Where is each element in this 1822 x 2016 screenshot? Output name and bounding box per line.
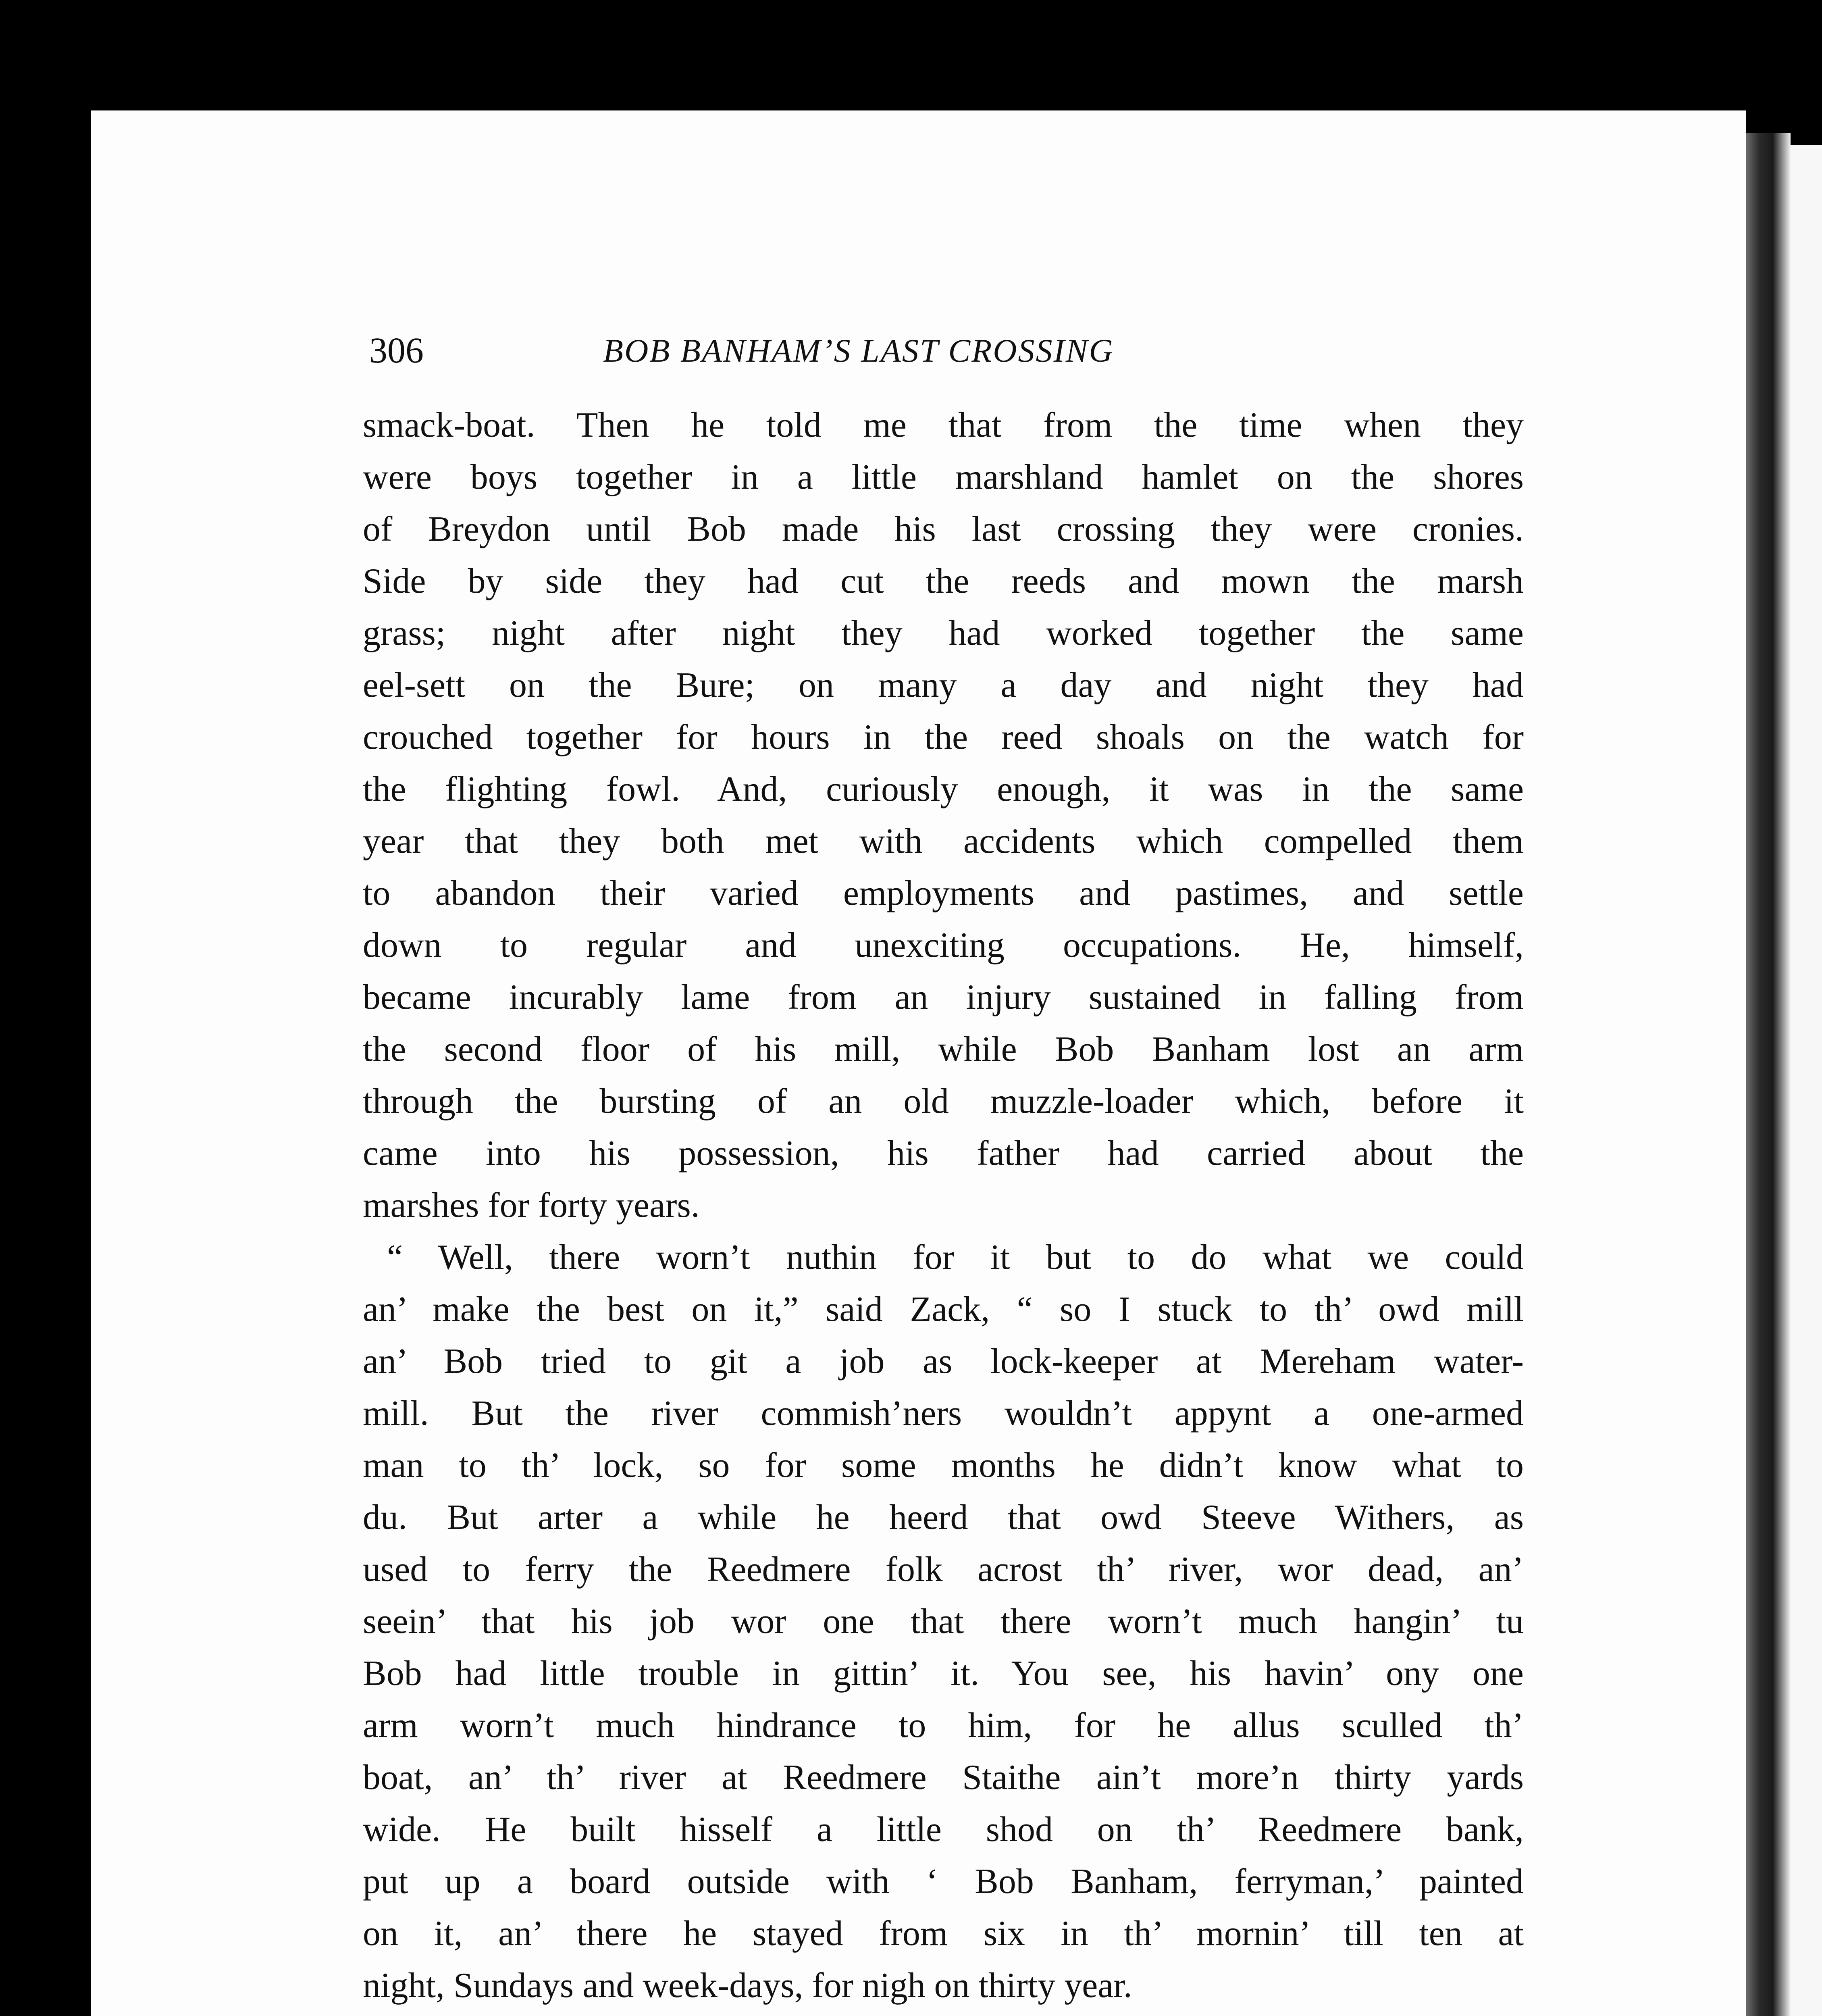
running-head: BOB BANHAM’S LAST CROSSING [603, 332, 1114, 369]
text-line: the second floor of his mill, while Bob Banham lost an arm [363, 1030, 1524, 1069]
text-line: night, Sundays and week-days, for nigh on thirty year. [363, 1966, 1132, 2005]
text-line: put up a board outside with ‘ Bob Banham, ferryman,’ painted [363, 1862, 1524, 1901]
text-line: Side by side they had cut the reeds and mown the marsh [363, 562, 1524, 601]
text-line: of Breydon until Bob made his last crossing they were cronies. [363, 510, 1524, 549]
text-line: an’ make the best on it,” said Zack, “ so I stuck to th’ owd mill [363, 1290, 1524, 1329]
text-line: crouched together for hours in the reed shoals on the watch for [363, 718, 1524, 757]
text-line: Bob had little trouble in gittin’ it. You see, his havin’ ony one [363, 1654, 1524, 1693]
text-line: smack-boat. Then he told me that from the time when they [363, 406, 1524, 445]
text-line: man to th’ lock, so for some months he didn’t know what to [363, 1446, 1524, 1485]
text-line: came into his possession, his father had carried about the [363, 1134, 1524, 1173]
text-line: down to regular and unexciting occupations. He, himself, [363, 926, 1524, 965]
text-line: seein’ that his job wor one that there worn’t much hangin’ tu [363, 1602, 1524, 1641]
text-line: used to ferry the Reedmere folk acrost th’ river, wor dead, an’ [363, 1550, 1524, 1589]
text-line: du. But arter a while he heerd that owd Steeve Withers, as [363, 1498, 1524, 1537]
text-line: to abandon their varied employments and pastimes, and settle [363, 874, 1524, 913]
text-line: “ Well, there worn’t nuthin for it but to do what we could [387, 1238, 1524, 1277]
page-number: 306 [369, 331, 424, 371]
body-text [363, 399, 1524, 2016]
text-line: grass; night after night they had worked together the same [363, 614, 1524, 653]
text-line [363, 2012, 1524, 2016]
text-line: the flighting fowl. And, curiously enough, it was in the same [363, 770, 1524, 809]
text-line: wide. He built hisself a little shod on th’ Reedmere bank, [363, 1810, 1524, 1849]
text-line: marshes for forty years. [363, 1186, 700, 1225]
page-header [369, 331, 1530, 371]
text-line: year that they both met with accidents which compelled them [363, 822, 1524, 861]
book-spine [1746, 133, 1791, 2016]
facing-page-edge [1791, 145, 1822, 2016]
text-line: arm worn’t much hindrance to him, for he allus sculled th’ [363, 1706, 1524, 1745]
text-line: became incurably lame from an injury sustained in falling from [363, 978, 1524, 1017]
text-line: boat, an’ th’ river at Reedmere Staithe ain’t more’n thirty yards [363, 1758, 1524, 1797]
text-line: were boys together in a little marshland hamlet on the shores [363, 458, 1524, 497]
text-line: through the bursting of an old muzzle-loader which, before it [363, 1082, 1524, 1121]
text-line: mill. But the river commish’ners wouldn’t appynt a one-armed [363, 1394, 1524, 1433]
text-line: an’ Bob tried to git a job as lock-keeper at Mereham water- [363, 1342, 1524, 1381]
text-line: on it, an’ there he stayed from six in th’ mornin’ till ten at [363, 1914, 1524, 1953]
text-line: eel-sett on the Bure; on many a day and night they had [363, 666, 1524, 705]
